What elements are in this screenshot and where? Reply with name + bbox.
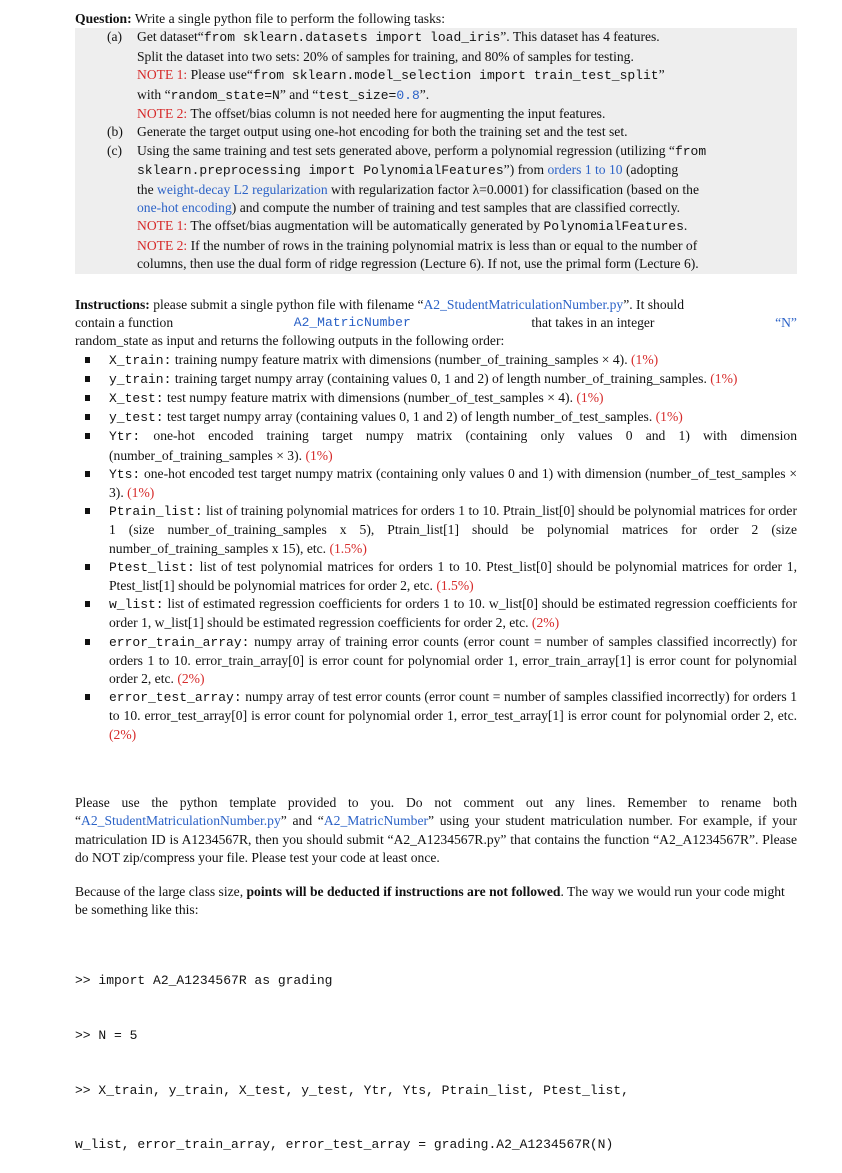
code-line: >> X_train, y_train, X_test, y_test, Ytr, Yts, Ptrain_list, Ptest_list, — [75, 1082, 629, 1098]
output-item: Yts: one-hot encoded test target numpy matrix (containing only values 0 and 1) with dimension (number_of_test_samples × 3). (1%) — [75, 465, 797, 502]
instructions-label: Instructions: — [75, 297, 150, 312]
output-list — [75, 351, 797, 744]
question-section — [75, 10, 797, 274]
output-item: y_train: training target numpy array (containing values 0, 1 and 2) of length number_of_training_samples. (1%) — [75, 370, 797, 389]
class-size-paragraph: Because of the large class size, points will be deducted if instructions are not followed. The way we would run your code might be something like this: — [75, 884, 785, 918]
output-item: y_test: test target numpy array (containing values 0, 1 and 2) of length number_of_test_samples. (1%) — [75, 408, 797, 427]
output-item: X_train: training numpy feature matrix with dimensions (number_of_training_samples × 4). (1%) — [75, 351, 797, 370]
question-intro: Question: Write a single python file to perform the following tasks: — [75, 11, 445, 26]
output-item: Ptrain_list: list of training polynomial matrices for orders 1 to 10. Ptrain_list[0] should be polynomial matrices for order 1 (size number_of_training_samples x 5), Ptrain_list[1] should be polynomial matrices for order 2 (size number_of_training_samples x 15), etc. (1.5%) — [75, 502, 797, 558]
task-c: (c) Using the same training and test sets generated above, perform a polynomial regression (utilizing “from sklearn.preprocessing import PolynomialFeatures”) from orders 1 to 10 (adopting the weight-decay L2 regularization with regularization factor λ=0.0001) for classification (based on the one-hot encoding) and compute the number of training and test samples that are classified correctly. NOTE 1: The offset/bias augmentation will be automatically generated by PolynomialFeatures. NOTE 2: If the number of rows in the training polynomial matrix is less than or equal to the number of columns, then use the dual form of ridge regression (Lecture 6). If not, use the primal form (Lecture 6). — [107, 142, 707, 272]
output-item: X_test: test numpy feature matrix with dimensions (number_of_test_samples × 4). (1%) — [75, 389, 797, 408]
question-label: Question: — [75, 11, 132, 26]
code-example — [75, 936, 815, 1173]
task-a: (a) Get dataset“from sklearn.datasets import load_iris”. This dataset has 4 features. Split the dataset into two sets: 20% of samples for training, and 80% of samples for testing. NOTE 1: Please use“from sklearn.model_selection import train_test_split” with “random_state=N” and “test_size=0.8”. NOTE 2: The offset/bias column is not needed here for augmenting the input features. — [107, 29, 665, 122]
instructions-intro: Instructions: please submit a single python file with filename “A2_StudentMatriculationNumber.py”. It should — [75, 297, 685, 312]
code-line: >> import A2_A1234567R as grading — [75, 973, 333, 989]
output-item: Ptest_list: list of test polynomial matrices for orders 1 to 10. Ptest_list[0] should be polynomial matrices for order 1, Ptest_list[1] should be polynomial matrices for order 2, etc. (1.5%) — [75, 558, 797, 595]
output-item: error_train_array: numpy array of training error counts (error count = number of samples classified incorrectly) for orders 1 to 10. error_train_array[0] is error count for polynomial order 1, error_train_array[1] is error count for polynomial order 2, etc. (2%) — [75, 633, 797, 689]
output-item: w_list: list of estimated regression coefficients for orders 1 to 10. w_list[0] should be estimated regression coefficients for order 1, w_list[1] should be estimated regression coefficients for order 2, etc. (2%) — [75, 595, 797, 632]
code-line: >> N = 5 — [75, 1028, 138, 1044]
output-item: Ytr: one-hot encoded training target numpy matrix (containing only values 0 and 1) with dimension (number_of_training_samples × 3). (1%) — [75, 427, 797, 464]
output-item: error_test_array: numpy array of test error counts (error count = number of samples classified incorrectly) for orders 1 to 10. error_test_array[0] is error count for polynomial order 1, error_test_array[1] is error count for polynomial order 2, etc. (2%) — [75, 688, 797, 744]
code-line: w_list, error_train_array, error_test_array = grading.A2_A1234567R(N) — [75, 1137, 614, 1153]
task-b: (b) Generate the target output using one-hot encoding for both the training set and the test set. — [107, 124, 628, 140]
question-tasks — [75, 28, 797, 273]
template-paragraph: Please use the python template provided to you. Do not comment out any lines. Remember to rename both “A2_StudentMatriculationNumber.py” and “A2_MatricNumber” using your student matriculation number. For example, if your matriculation ID is A1234567R, then you should submit “A2_A1234567R.py” that contains the function “A2_A1234567R”. Please do NOT zip/compress your file. Please test your code at least once. — [75, 795, 797, 866]
instructions-section: Instructions: please submit a single python file with filename “A2_StudentMatriculationNumber.py”. It should contain a function A2_MatricNumber that takes in an integer “N” random_state as input and returns the following outputs in the following order: X_train: training numpy feature matrix with dimensions (number_of_training_samples × 4). (1%) y_train: training target numpy array (containing values 0, 1 and 2) of length number_of_training_samples. (1%) X_test: test numpy feature matrix with dimensions (number_of_test_samples × 4). (1%) y_test: test target numpy array (containing values 0, 1 and 2) of length number_of_test_samples. (1%) Ytr: one-hot encoded training target numpy matrix (containing only values 0 and 1) with dimension (number_of_training_samples × 3). (1%) Yts: one-hot encoded test target numpy matrix (containing only values 0 and 1) with dimension (number_of_test_samples × 3). (1%) Ptrain_list: list of training polynomial matrices for orders 1 to 10. Ptrain_list[0] should be polynomial matrices for order 1 (size number_of_training_samples x 5), Ptrain_list[1] should be polynomial matrices for order 2 (size number_of_training_samples x 15), etc. (1.5%) Ptest_list: list of test polynomial matrices for orders 1 to 10. Ptest_list[0] should be polynomial matrices for order 1, Ptest_list[1] should be polynomial matrices for order 2, etc. (1.5%) w_list: list of estimated regression coefficients for orders 1 to 10. w_list[0] should be estimated regression coefficients for order 1, w_list[1] should be estimated regression coefficients for order 2, etc. (2%) error_train_array: numpy array of training error counts (error count = number of samples classified incorrectly) for orders 1 to 10. error_train_array[0] is error count for polynomial order 1, error_train_array[1] is error count for polynomial order 2, etc. (2%) error_test_array: numpy array of test error counts (error count = number of samples classified incorrectly) for orders 1 to 10. error_test_array[0] is error count for polynomial order 1, error_test_array[1] is error count for polynomial order 2, etc. (2%) — [75, 296, 797, 744]
